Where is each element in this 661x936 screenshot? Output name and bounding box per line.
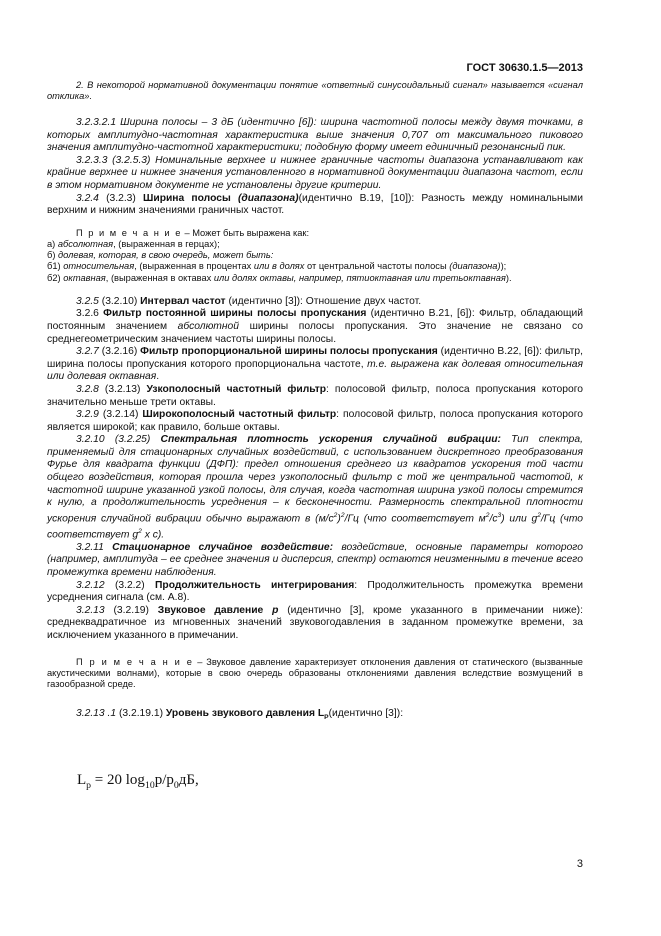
clauses-filters	[47, 296, 583, 643]
note-top	[47, 80, 583, 102]
clause-3-2-13: 3.2.13 (3.2.19) Звуковое давление р (идентично [3], кроме указанного в примечании ниже): среднеквадратичное из мгновенных значений звуковогодавления в заданном промежутке времени, за исключением указанного в примечании.	[47, 604, 583, 642]
note-sound-pressure: П р и м е ч а н и е – Звуковое давление характеризует отклонения давления от статического (вызванные акустическими волнами), которые в свою очередь образованы отклонениями давления вследствие возмущений в газообразной среде.	[47, 656, 583, 690]
clause-3-2-8: 3.2.8 (3.2.13) Узкополосный частотный фильтр: полосовой фильтр, полоса пропускания которого значительно меньше трети октавы.	[47, 383, 583, 408]
note-label: П р и м е ч а н и е	[76, 656, 194, 667]
clause-3-2-4: 3.2.4 (3.2.3) Ширина полосы (диапазона)(идентично В.19, [10]): Разность между номинальными верхним и нижним значениями граничных частот.	[47, 192, 583, 217]
note-bandwidth: П р и м е ч а н и е – Может быть выражена как: а) абсолютная, (выраженная в герцах); б) долевая, которая, в свою очередь, может быть: б1) относительная, (выраженная в процентах или в долях от центральной частоты полосы (диапазона)); б2) октавная, (выраженная в октавах или долях октавы, например, пятиоктавная или третьоктавная).	[47, 227, 512, 283]
clause-3-2-10: 3.2.10 (3.2.25) Спектральная плотность ускорения случайной вибрации: Тип спектра, применяемый для стационарных случайных воздействий, с использованием дискретного преобразования Фурье для квадрата функции (ДФП): предел отношения среднего из квадратов ускорения той части общего воздействия, которая прошла через узкополосный фильтр с той же центральной частотой, к частотной ширине указанной узкой полосы, для случая, когда частотная ширина узкой полосы стремится к нулю, а продолжительность усреднения – к бесконечности. Размерность спектральной плотности ускорения случайной вибрации обычно выражают в $(м/с^2)^2/Гц$ (что соответствует $м^2/с^3$) или $g^2/Гц$ (что соответствует $g^2$ х с).	[47, 434, 584, 541]
clause-3-2-7: 3.2.7 (3.2.16) Фильтр пропорциональной ширины полосы пропускания (идентично В.22, [6]): фильтр, ширина полосы пропускания которого пропорциональна частоте, т.е. выражена как долевая относительная или долевая октавная.	[47, 346, 583, 383]
clause-3-2-5: 3.2.5 (3.2.10) Интервал частот (идентично [3]): Отношение двух частот.	[76, 295, 422, 307]
clause-3-2-6: 3.2.6 Фильтр постоянной ширины полосы пропускания (идентично В.21, [6]): Фильтр, обладающий постоянным значением абсолютной ширины полосы пропускания. Это значение не связано со среднегеометрическим значением частоты ширины полосы.	[47, 308, 583, 345]
note-label: П р и м е ч а н и е	[76, 227, 182, 238]
clause-3-2-3-3: 3.2.3.3 (3.2.5.3) Номинальные верхнее и нижнее граничные частоты диапазона устанавливают как крайние верхнее и нижнее значения установленного в нормативной документации диапазона частот, если в этом нормативном документе не установлены другие критерии.	[47, 154, 583, 191]
clause-3-2-3-2-1: 3.2.3.2.1 Ширина полосы – 3 дБ (идентично [6]): ширина частотной полосы между двумя точками, в которых амплитудно-частотная характеристика выше значения 0,707 от максимального пикового значения амплитудно-частотной характеристики; подобную форму имеет единичный резонансный пик.	[47, 117, 583, 154]
note-2-text: 2. В некоторой нормативной документации понятие «ответный синусоидальный сигнал» называется «сигнал отклика».	[47, 80, 583, 102]
main-text	[47, 117, 583, 725]
page-number: 3	[576, 858, 583, 870]
clause-3-2-12: 3.2.12 (3.2.2) Продолжительность интегрирования: Продолжительность промежутка времени усреднения сигнала (см. А.8).	[47, 579, 583, 604]
clause-3-2-13-1: 3.2.13 .1 (3.2.19.1) Уровень звукового давления $L_P(идентично$ [3]):	[76, 708, 404, 722]
standard-header: ГОСТ 30630.1.5—2013	[466, 62, 583, 74]
clause-3-2-11: 3.2.11 Стационарное случайное воздействие: воздействие, основные параметры которого (например, амплитуда – ее среднее значения и дисперсия, спектр) остаются неизменными в течение всего промежутка времени наблюдения.	[47, 541, 583, 579]
clause-3-2-9: 3.2.9 (3.2.14) Широкополосный частотный фильтр: полосовой фильтр, полоса пропускания которого является широкой; как правило, больше октавы.	[47, 409, 583, 433]
sound-pressure-level-formula: $L_p = 20$ $\log_{10}p/p_0дБ$,	[77, 772, 199, 791]
